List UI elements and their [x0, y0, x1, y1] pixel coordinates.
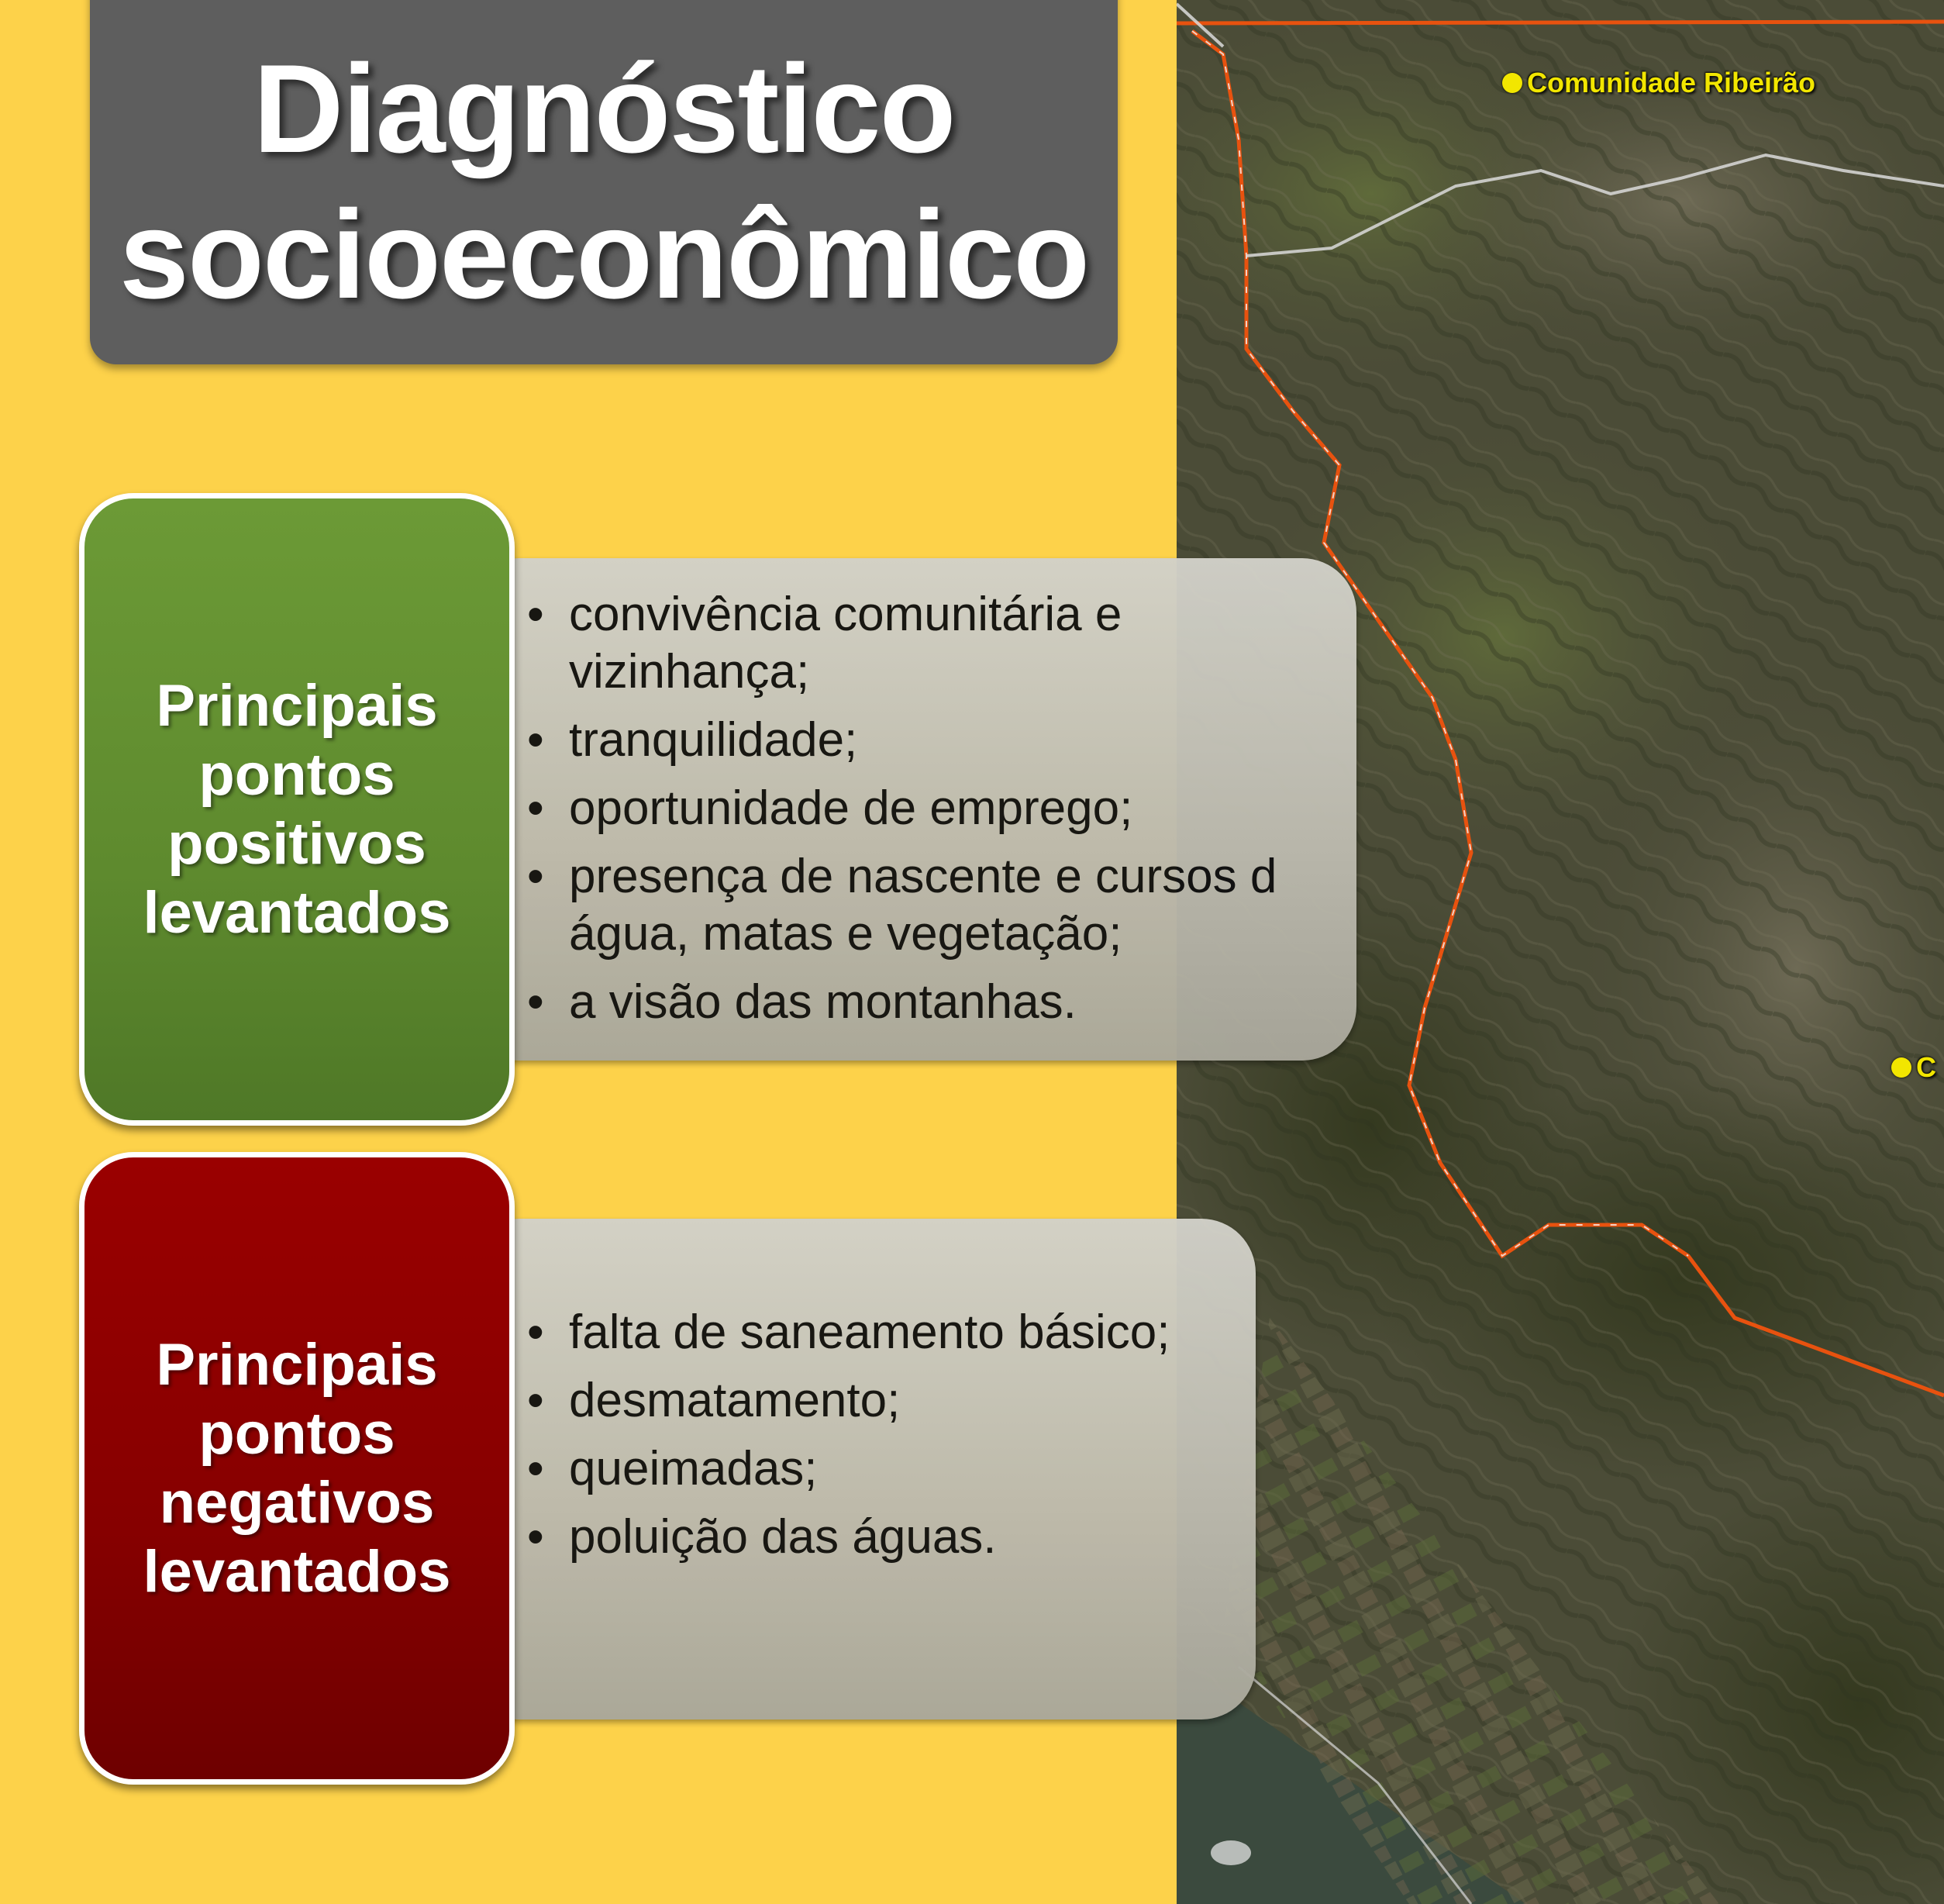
location-dot-icon: [1891, 1057, 1911, 1078]
list-item: • poluição das águas.: [524, 1509, 1225, 1566]
list-item: • presença de nascente e cursos d água, matas e vegetação;: [524, 848, 1325, 963]
positive-points-list: [524, 586, 1325, 1031]
negative-points-heading: Principais pontos negativos levantados: [143, 1332, 451, 1605]
list-item: • a visão das montanhas.: [524, 974, 1325, 1031]
list-item: • convivência comunitária e vizinhança;: [524, 586, 1325, 701]
list-item: • falta de saneamento básico;: [524, 1304, 1225, 1361]
list-item: • desmatamento;: [524, 1372, 1225, 1430]
page-title-line-2: socioeconômico: [119, 185, 1089, 325]
map-label-second-community: C: [1891, 1051, 1936, 1084]
negative-points-panel: [465, 1219, 1256, 1719]
negative-points-heading-box: [79, 1152, 515, 1785]
list-item: • tranquilidade;: [524, 712, 1325, 769]
title-banner: [90, 0, 1118, 364]
positive-points-heading: Principais pontos positivos levantados: [143, 673, 451, 946]
negative-points-list: [524, 1304, 1225, 1566]
page-title-line-1: Diagnóstico: [253, 39, 955, 179]
positive-points-heading-box: [79, 493, 515, 1126]
list-item: • oportunidade de emprego;: [524, 780, 1325, 837]
location-dot-icon: [1502, 73, 1522, 93]
list-item: • queimadas;: [524, 1440, 1225, 1498]
map-label-comunidade-ribeirao: Comunidade Ribeirão: [1502, 67, 1815, 99]
positive-points-panel: [465, 558, 1356, 1061]
